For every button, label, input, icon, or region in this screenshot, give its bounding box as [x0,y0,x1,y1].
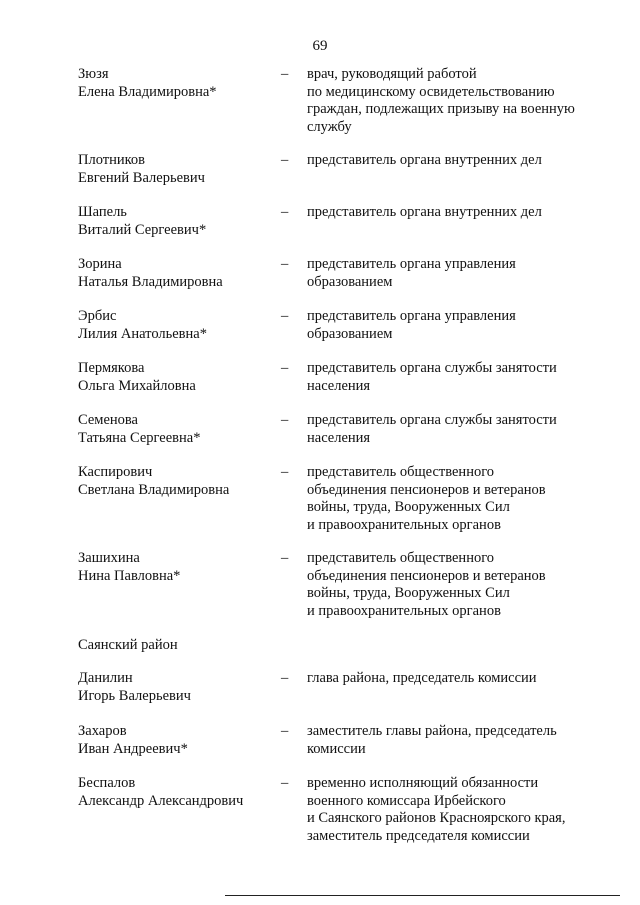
surname: Шапель [78,204,127,220]
member-role [307,723,607,758]
member-name [78,412,278,447]
given-names: Наталья Владимировна [78,273,223,290]
given-names: Ольга Михайловна [78,377,196,394]
member-role [307,204,607,222]
given-names: Иван Андреевич* [78,740,188,757]
member-role [307,412,607,447]
section-heading: Саянский район [78,637,178,653]
dash: – [281,464,289,480]
role-line: образованием [307,325,393,342]
role-line: населения [307,377,371,394]
surname: Эрбис [78,308,117,324]
surname: Каспирович [78,464,153,480]
surname: Зорина [78,256,122,272]
member-name [78,775,278,810]
dash: – [281,66,289,82]
member-name [78,66,278,101]
role-line: временно исполняющий обязанности [307,775,539,791]
given-names: Нина Павловна* [78,567,181,584]
dash: – [281,360,289,376]
role-line: представитель органа внутренних дел [307,152,542,168]
surname: Зашихина [78,550,140,566]
dash: – [281,550,289,566]
role-line: военного комиссара Ирбейского [307,792,506,809]
member-role [307,152,607,170]
role-line: граждан, подлежащих призыву на военную [307,101,575,117]
role-line: войны, труда, Вооруженных Сил [307,499,510,515]
role-line: представитель органа службы занятости [307,412,557,428]
member-name [78,723,278,758]
member-name [78,308,278,343]
surname: Зюзя [78,66,109,82]
role-line: комиссии [307,740,366,757]
member-name [78,152,278,187]
dash: – [281,775,289,791]
member-name [78,464,278,499]
role-line: по медицинскому освидетельствованию [307,83,555,100]
page-number: 69 [312,38,328,54]
member-name [78,204,278,239]
dash: – [281,670,289,686]
role-line: и правоохранительных органов [307,602,501,619]
surname: Пермякова [78,360,145,376]
given-names: Евгений Валерьевич [78,169,205,186]
role-line: населения [307,429,371,446]
given-names: Александр Александрович [78,792,244,809]
member-name [78,256,278,291]
member-role [307,464,607,534]
surname: Данилин [78,670,133,686]
member-name [78,360,278,395]
role-line: представитель общественного [307,550,495,566]
given-names: Татьяна Сергеевна* [78,429,201,446]
dash: – [281,412,289,428]
role-line: представитель общественного [307,464,495,480]
dash: – [281,256,289,272]
role-line: объединения пенсионеров и ветеранов [307,567,546,584]
role-line: и правоохранительных органов [307,516,501,533]
dash: – [281,152,289,168]
role-line: войны, труда, Вооруженных Сил [307,585,510,601]
role-line: представитель органа внутренних дел [307,204,542,220]
surname: Захаров [78,723,127,739]
dash: – [281,204,289,220]
given-names: Елена Владимировна* [78,83,217,100]
bottom-rule [225,895,620,896]
member-role [307,360,607,395]
role-line: глава района, председатель комиссии [307,670,537,686]
surname: Плотников [78,152,146,168]
role-line: заместитель главы района, председатель [307,723,557,739]
given-names: Светлана Владимировна [78,481,230,498]
role-line: представитель органа управления [307,256,516,272]
role-line: представитель органа службы занятости [307,360,557,376]
member-role [307,256,607,291]
member-role [307,775,607,845]
given-names: Игорь Валерьевич [78,687,191,704]
member-role [307,670,607,688]
member-name [78,670,278,705]
role-line: врач, руководящий работой [307,66,477,82]
role-line: службу [307,118,352,135]
role-line: образованием [307,273,393,290]
role-line: и Саянского районов Красноярского края, [307,810,566,826]
member-name [78,550,278,585]
member-role [307,550,607,620]
surname: Семенова [78,412,138,428]
given-names: Виталий Сергеевич* [78,221,207,238]
role-line: заместитель председателя комиссии [307,827,530,844]
given-names: Лилия Анатольевна* [78,325,207,342]
dash: – [281,723,289,739]
member-role [307,66,607,136]
dash: – [281,308,289,324]
role-line: объединения пенсионеров и ветеранов [307,481,546,498]
role-line: представитель органа управления [307,308,516,324]
member-role [307,308,607,343]
surname: Беспалов [78,775,136,791]
